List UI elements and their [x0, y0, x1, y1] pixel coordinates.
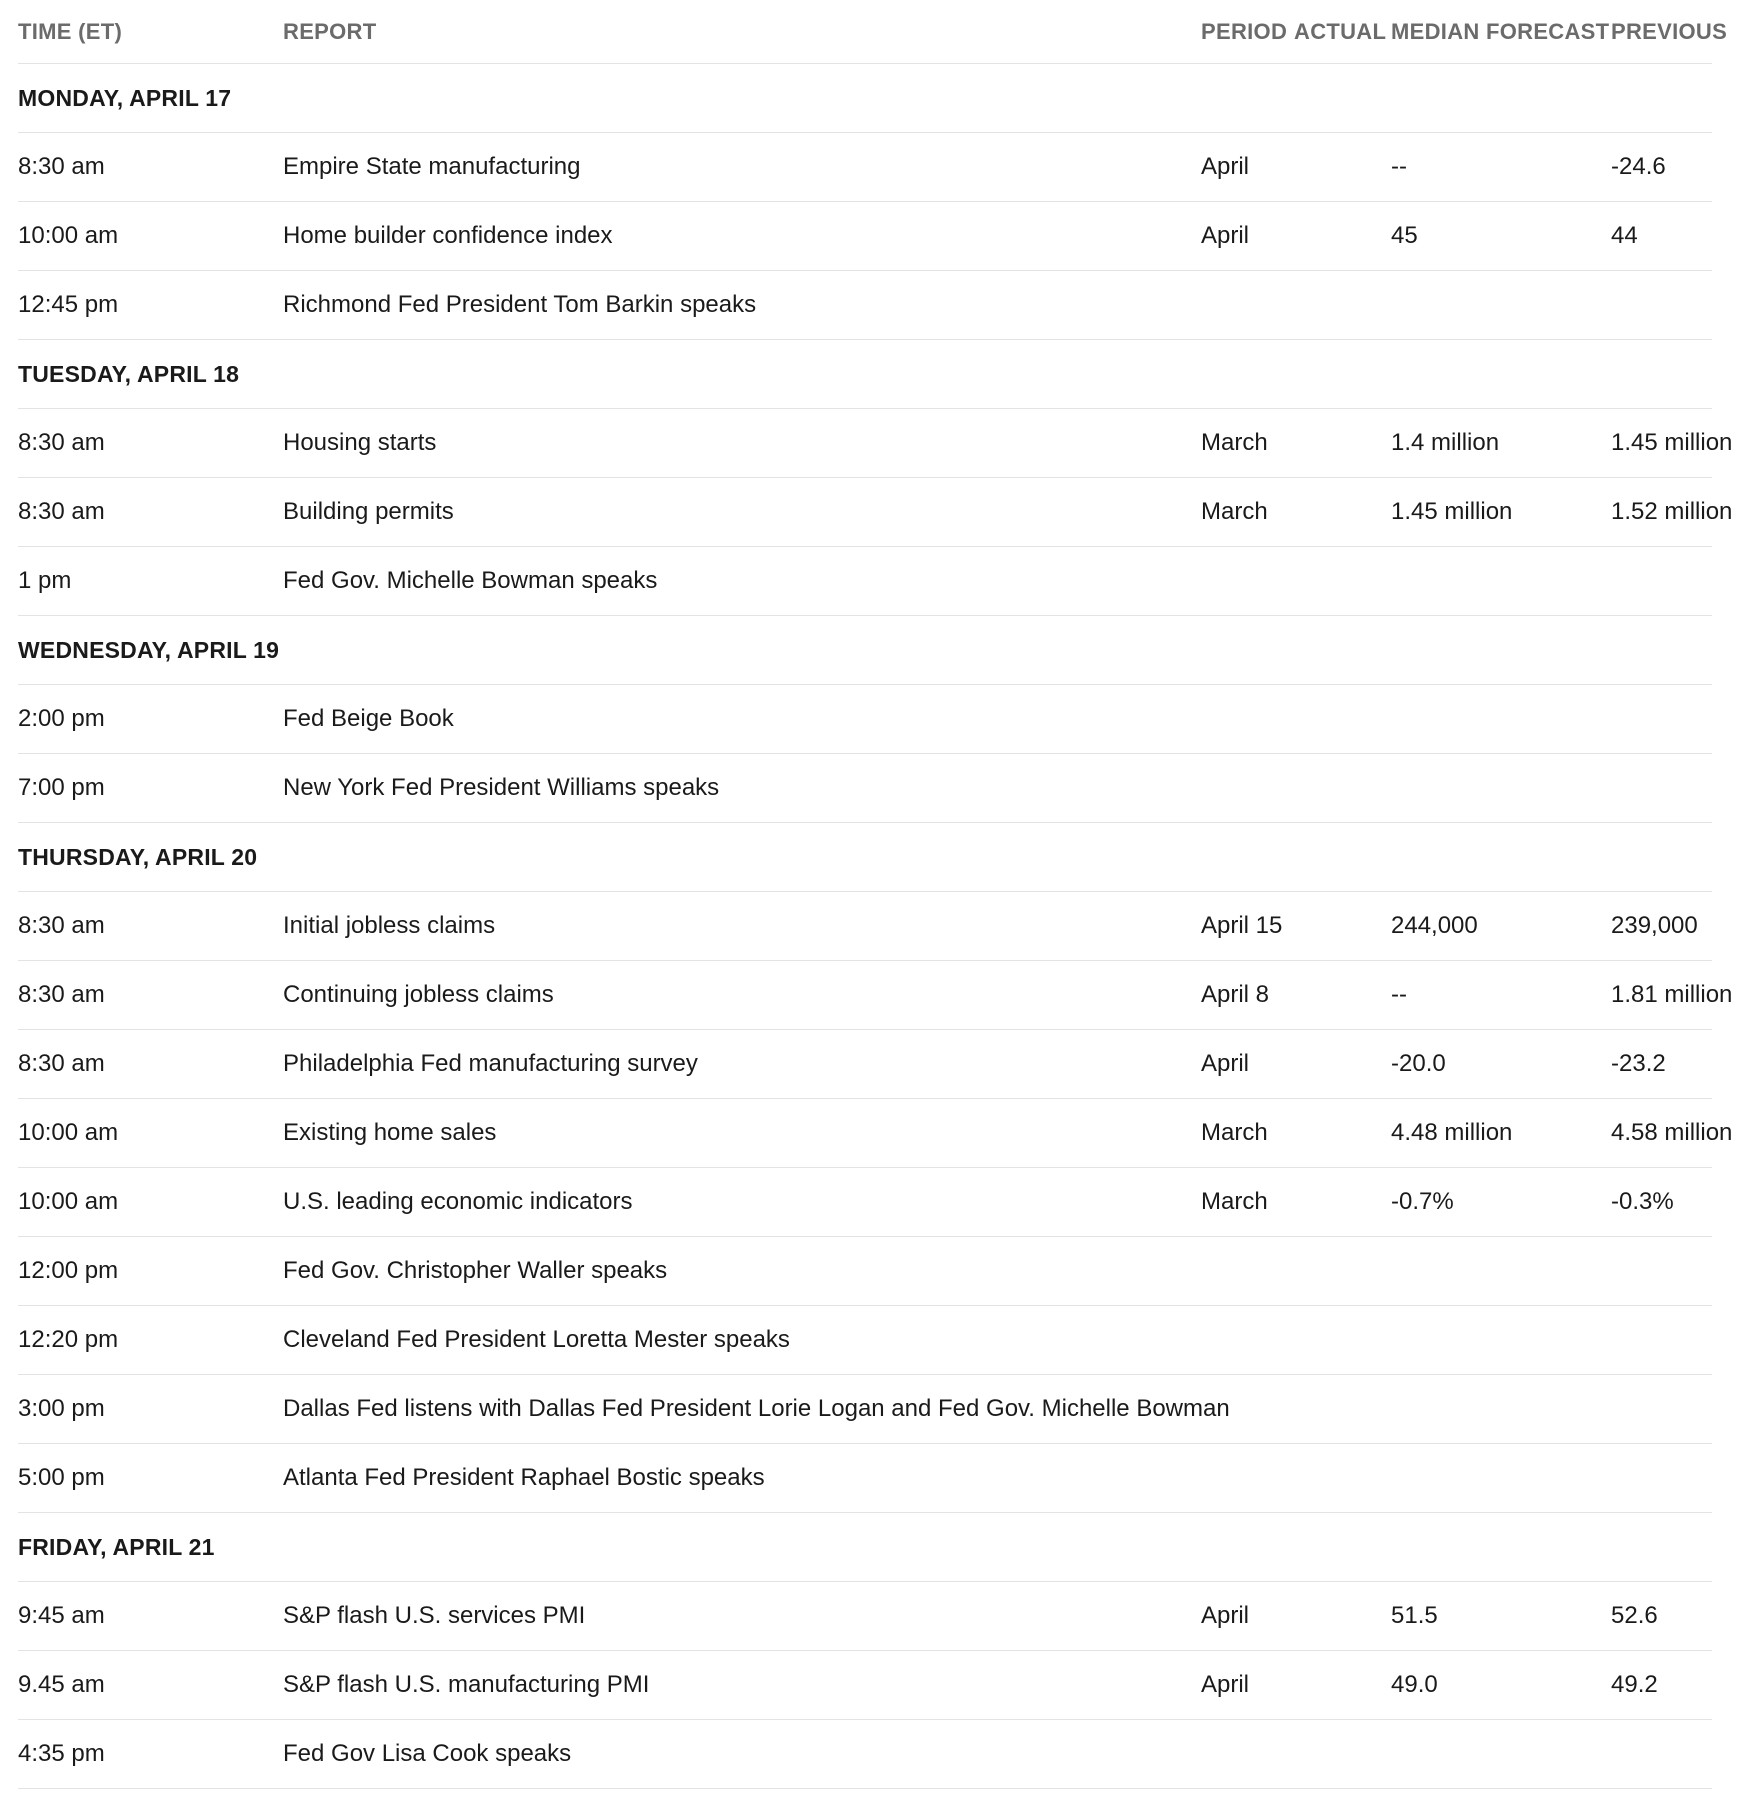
period-cell: March [1201, 409, 1294, 478]
day-heading: WEDNESDAY, APRIL 19 [18, 616, 1712, 685]
previous-cell: 4.58 million [1611, 1099, 1712, 1168]
time-cell: 5:00 pm [18, 1444, 283, 1513]
previous-cell: -24.6 [1611, 133, 1712, 202]
previous-cell [1611, 1237, 1712, 1306]
time-cell: 9:45 am [18, 1582, 283, 1651]
median-forecast-cell: 49.0 [1391, 1651, 1611, 1720]
period-cell [1201, 1444, 1294, 1513]
median-forecast-cell [1391, 1306, 1611, 1375]
table-row [18, 1651, 1712, 1720]
period-cell: April [1201, 1030, 1294, 1099]
table-body [18, 64, 1733, 1789]
column-header-period: PERIOD [1201, 0, 1294, 64]
actual-cell [1294, 271, 1391, 340]
previous-cell: 1.81 million [1611, 961, 1712, 1030]
column-header-time: TIME (ET) [18, 0, 283, 64]
actual-cell [1294, 892, 1391, 961]
table-row [18, 1582, 1712, 1651]
time-cell: 4:35 pm [18, 1720, 283, 1789]
report-cell: Fed Gov Lisa Cook speaks [283, 1720, 1201, 1789]
median-forecast-cell: 244,000 [1391, 892, 1611, 961]
actual-cell [1294, 1237, 1391, 1306]
time-cell: 7:00 pm [18, 754, 283, 823]
previous-cell [1611, 271, 1712, 340]
period-cell [1201, 754, 1294, 823]
previous-cell: 1.45 million [1611, 409, 1712, 478]
report-cell: Empire State manufacturing [283, 133, 1201, 202]
table-row [18, 961, 1712, 1030]
period-cell: March [1201, 1099, 1294, 1168]
median-forecast-cell [1391, 1720, 1611, 1789]
actual-cell [1294, 961, 1391, 1030]
median-forecast-cell [1391, 754, 1611, 823]
median-forecast-cell: -0.7% [1391, 1168, 1611, 1237]
period-cell [1201, 1237, 1294, 1306]
day-header-row [18, 616, 1712, 685]
previous-cell: -0.3% [1611, 1168, 1712, 1237]
actual-cell [1294, 685, 1391, 754]
table-row [18, 1099, 1712, 1168]
table-row [18, 1306, 1712, 1375]
time-cell: 12:00 pm [18, 1237, 283, 1306]
table-row [18, 1237, 1712, 1306]
previous-cell: -23.2 [1611, 1030, 1712, 1099]
time-cell: 1 pm [18, 547, 283, 616]
period-cell [1201, 1720, 1294, 1789]
report-cell: U.S. leading economic indicators [283, 1168, 1201, 1237]
table-row [18, 1030, 1712, 1099]
report-cell: Initial jobless claims [283, 892, 1201, 961]
actual-cell [1294, 1030, 1391, 1099]
report-cell: Fed Beige Book [283, 685, 1201, 754]
previous-cell [1611, 1720, 1712, 1789]
median-forecast-cell [1391, 1444, 1611, 1513]
table-row [18, 1444, 1712, 1513]
previous-cell: 52.6 [1611, 1582, 1712, 1651]
median-forecast-cell: 4.48 million [1391, 1099, 1611, 1168]
day-heading: THURSDAY, APRIL 20 [18, 823, 1712, 892]
actual-cell [1294, 1720, 1391, 1789]
report-cell: Housing starts [283, 409, 1201, 478]
previous-cell: 1.52 million [1611, 478, 1712, 547]
report-cell: S&P flash U.S. services PMI [283, 1582, 1201, 1651]
actual-cell [1294, 1444, 1391, 1513]
period-cell [1201, 547, 1294, 616]
table-row [18, 271, 1712, 340]
report-cell: Fed Gov. Michelle Bowman speaks [283, 547, 1201, 616]
time-cell: 10:00 am [18, 1099, 283, 1168]
actual-cell [1294, 1306, 1391, 1375]
median-forecast-cell: -- [1391, 133, 1611, 202]
time-cell: 8:30 am [18, 409, 283, 478]
time-cell: 8:30 am [18, 133, 283, 202]
table-header [18, 0, 1728, 64]
median-forecast-cell [1391, 685, 1611, 754]
time-cell: 2:00 pm [18, 685, 283, 754]
column-header-median-forecast: MEDIAN FORECAST [1391, 0, 1611, 64]
report-cell: Dallas Fed listens with Dallas Fed President Lorie Logan and Fed Gov. Michelle Bowman [283, 1375, 1201, 1444]
report-cell: Home builder confidence index [283, 202, 1201, 271]
actual-cell [1294, 754, 1391, 823]
actual-cell [1294, 202, 1391, 271]
previous-cell: 239,000 [1611, 892, 1712, 961]
actual-cell [1294, 547, 1391, 616]
actual-cell [1294, 1168, 1391, 1237]
actual-cell [1294, 1582, 1391, 1651]
column-header-report: REPORT [283, 0, 1201, 64]
previous-cell [1611, 547, 1712, 616]
previous-cell [1611, 685, 1712, 754]
day-heading: TUESDAY, APRIL 18 [18, 340, 1712, 409]
median-forecast-cell: 1.45 million [1391, 478, 1611, 547]
previous-cell: 49.2 [1611, 1651, 1712, 1720]
report-cell: Building permits [283, 478, 1201, 547]
time-cell: 12:20 pm [18, 1306, 283, 1375]
period-cell: April [1201, 202, 1294, 271]
period-cell: March [1201, 1168, 1294, 1237]
economic-calendar-table [18, 0, 1733, 1789]
table-row [18, 547, 1712, 616]
report-cell: Atlanta Fed President Raphael Bostic speaks [283, 1444, 1201, 1513]
time-cell: 10:00 am [18, 202, 283, 271]
period-cell [1201, 1306, 1294, 1375]
median-forecast-cell [1391, 1375, 1611, 1444]
table-row [18, 478, 1712, 547]
period-cell [1201, 271, 1294, 340]
median-forecast-cell [1391, 547, 1611, 616]
period-cell: April 15 [1201, 892, 1294, 961]
median-forecast-cell [1391, 1237, 1611, 1306]
previous-cell [1611, 754, 1712, 823]
economic-calendar [18, 0, 1733, 1789]
previous-cell [1611, 1444, 1712, 1513]
report-cell: Existing home sales [283, 1099, 1201, 1168]
report-cell: Fed Gov. Christopher Waller speaks [283, 1237, 1201, 1306]
median-forecast-cell: 45 [1391, 202, 1611, 271]
actual-cell [1294, 478, 1391, 547]
day-header-row [18, 1513, 1712, 1582]
median-forecast-cell [1391, 271, 1611, 340]
actual-cell [1294, 1375, 1391, 1444]
table-row [18, 685, 1712, 754]
report-cell: Cleveland Fed President Loretta Mester speaks [283, 1306, 1201, 1375]
median-forecast-cell: 1.4 million [1391, 409, 1611, 478]
day-heading: MONDAY, APRIL 17 [18, 64, 1712, 133]
actual-cell [1294, 1099, 1391, 1168]
period-cell [1201, 685, 1294, 754]
column-header-previous: PREVIOUS [1611, 0, 1712, 64]
table-row [18, 754, 1712, 823]
column-header-actual: ACTUAL [1294, 0, 1391, 64]
day-header-row [18, 64, 1712, 133]
table-row [18, 1720, 1712, 1789]
period-cell: April [1201, 1582, 1294, 1651]
report-cell: Continuing jobless claims [283, 961, 1201, 1030]
table-row [18, 1375, 1712, 1444]
time-cell: 10:00 am [18, 1168, 283, 1237]
table-row [18, 409, 1712, 478]
header-row [18, 0, 1712, 64]
previous-cell [1611, 1306, 1712, 1375]
median-forecast-cell: -- [1391, 961, 1611, 1030]
previous-cell [1611, 1375, 1712, 1444]
period-cell: April [1201, 1651, 1294, 1720]
time-cell: 8:30 am [18, 961, 283, 1030]
actual-cell [1294, 133, 1391, 202]
report-cell: Richmond Fed President Tom Barkin speaks [283, 271, 1201, 340]
report-cell: New York Fed President Williams speaks [283, 754, 1201, 823]
table-row [18, 202, 1712, 271]
report-cell: Philadelphia Fed manufacturing survey [283, 1030, 1201, 1099]
period-cell: April [1201, 133, 1294, 202]
median-forecast-cell: 51.5 [1391, 1582, 1611, 1651]
period-cell: March [1201, 478, 1294, 547]
time-cell: 8:30 am [18, 1030, 283, 1099]
actual-cell [1294, 409, 1391, 478]
time-cell: 8:30 am [18, 478, 283, 547]
time-cell: 3:00 pm [18, 1375, 283, 1444]
time-cell: 9.45 am [18, 1651, 283, 1720]
table-row [18, 1168, 1712, 1237]
table-row [18, 133, 1712, 202]
table-row [18, 892, 1712, 961]
previous-cell: 44 [1611, 202, 1712, 271]
period-cell: April 8 [1201, 961, 1294, 1030]
median-forecast-cell: -20.0 [1391, 1030, 1611, 1099]
day-header-row [18, 823, 1712, 892]
day-header-row [18, 340, 1712, 409]
actual-cell [1294, 1651, 1391, 1720]
report-cell: S&P flash U.S. manufacturing PMI [283, 1651, 1201, 1720]
time-cell: 12:45 pm [18, 271, 283, 340]
day-heading: FRIDAY, APRIL 21 [18, 1513, 1712, 1582]
time-cell: 8:30 am [18, 892, 283, 961]
